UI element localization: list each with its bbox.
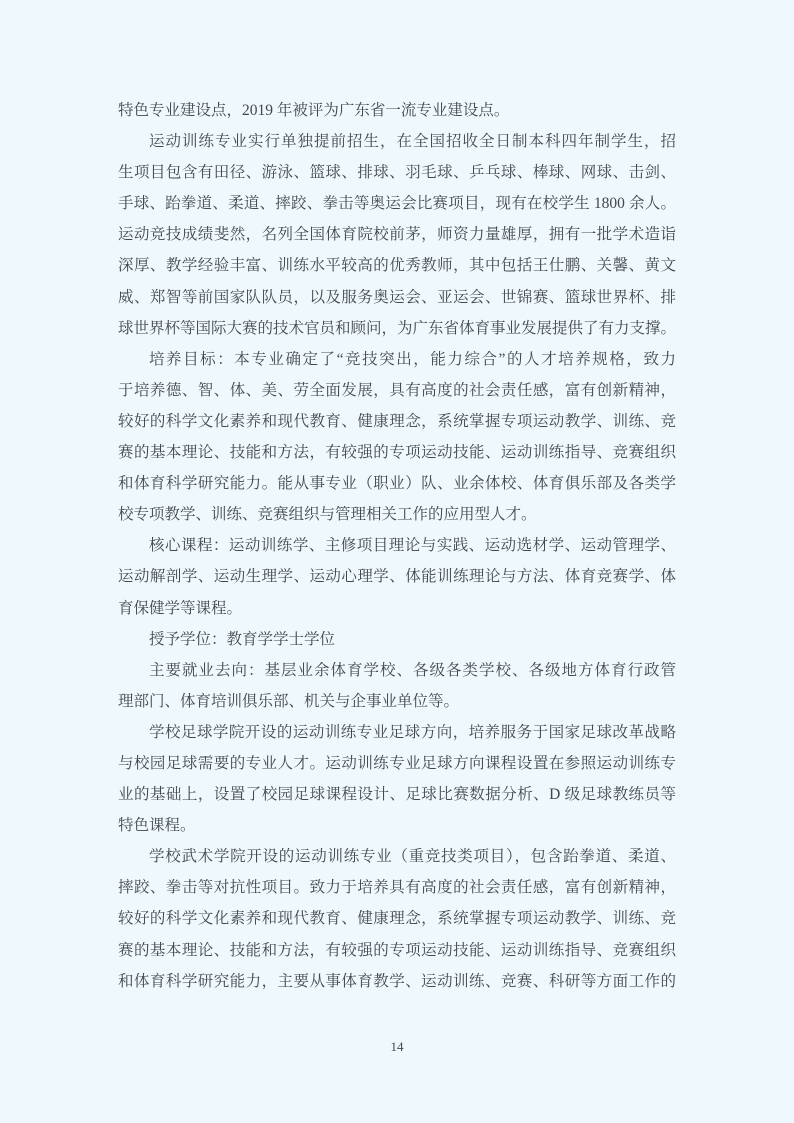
- text-line: 学校足球学院开设的运动训练专业足球方向，培养服务于国家足球改革战略: [149, 723, 676, 741]
- text-line: 运动竞技成绩斐然，名列全国体育院校前茅，师资力量雄厚，拥有一批学术造诣: [118, 226, 676, 244]
- text-line: 特色课程。: [118, 817, 196, 835]
- text-line: 和体育科学研究能力，主要从事体育教学、运动训练、竞赛、科研等方面工作的: [118, 972, 676, 990]
- text-line: 校专项教学、训练、竞赛组织与管理相关工作的应用型人才。: [118, 506, 537, 524]
- text-line: 授予学位：教育学学士学位: [149, 630, 336, 648]
- page-body-text: [118, 95, 676, 997]
- text-line: 培养目标：本专业确定了“竞技突出，能力综合”的人才培养规格，致力: [149, 350, 676, 368]
- text-line: 业的基础上，设置了校园足球课程设计、足球比赛数据分析、D 级足球教练员等: [118, 786, 676, 804]
- text-line: 深厚、教学经验丰富、训练水平较高的优秀教师，其中包括王仕鹏、关馨、黄文: [118, 257, 676, 275]
- page-number: 14: [390, 1039, 404, 1054]
- text-line: 运动解剖学、运动生理学、运动心理学、体能训练理论与方法、体育竞赛学、体: [118, 568, 676, 586]
- text-line: 于培养德、智、体、美、劳全面发展，具有高度的社会责任感，富有创新精神，: [118, 381, 676, 399]
- text-line: 威、郑智等前国家队队员，以及服务奥运会、亚运会、世锦赛、篮球世界杯、排: [118, 288, 676, 306]
- text-line: 学校武术学院开设的运动训练专业（重竞技类项目），包含跆拳道、柔道、: [149, 848, 676, 866]
- text-line: 与校园足球需要的专业人才。运动训练专业足球方向课程设置在参照运动训练专: [118, 754, 676, 772]
- text-line: 摔跤、拳击等对抗性项目。致力于培养具有高度的社会责任感，富有创新精神，: [118, 879, 676, 897]
- text-line: 和体育科学研究能力。能从事专业（职业）队、业余体校、体育俱乐部及各类学: [118, 475, 676, 493]
- text-line: 较好的科学文化素养和现代教育、健康理念，系统掌握专项运动教学、训练、竞: [118, 412, 676, 430]
- text-line: 球世界杯等国际大赛的技术官员和顾问，为广东省体育事业发展提供了有力支撑。: [118, 319, 677, 337]
- text-line: 特色专业建设点，2019 年被评为广东省一流专业建设点。: [118, 102, 510, 119]
- text-line: 主要就业去向：基层业余体育学校、各级各类学校、各级地方体育行政管: [149, 661, 676, 679]
- text-line: 较好的科学文化素养和现代教育、健康理念，系统掌握专项运动教学、训练、竞: [118, 910, 676, 928]
- text-line: 生项目包含有田径、游泳、篮球、排球、羽毛球、乒乓球、棒球、网球、击剑、: [118, 164, 676, 182]
- text-line: 核心课程：运动训练学、主修项目理论与实践、运动选材学、运动管理学、: [149, 537, 676, 555]
- text-line: 运动训练专业实行单独提前招生，在全国招收全日制本科四年制学生，招: [149, 133, 676, 151]
- text-line: 手球、跆拳道、柔道、摔跤、拳击等奥运会比赛项目，现有在校学生 1800 余人。: [118, 195, 676, 213]
- text-line: 赛的基本理论、技能和方法，有较强的专项运动技能、运动训练指导、竞赛组织: [118, 444, 676, 462]
- text-line: 理部门、体育培训俱乐部、机关与企事业单位等。: [118, 692, 460, 710]
- text-line: 育保健学等课程。: [118, 599, 243, 617]
- text-line: 赛的基本理论、技能和方法，有较强的专项运动技能、运动训练指导、竞赛组织: [118, 941, 676, 959]
